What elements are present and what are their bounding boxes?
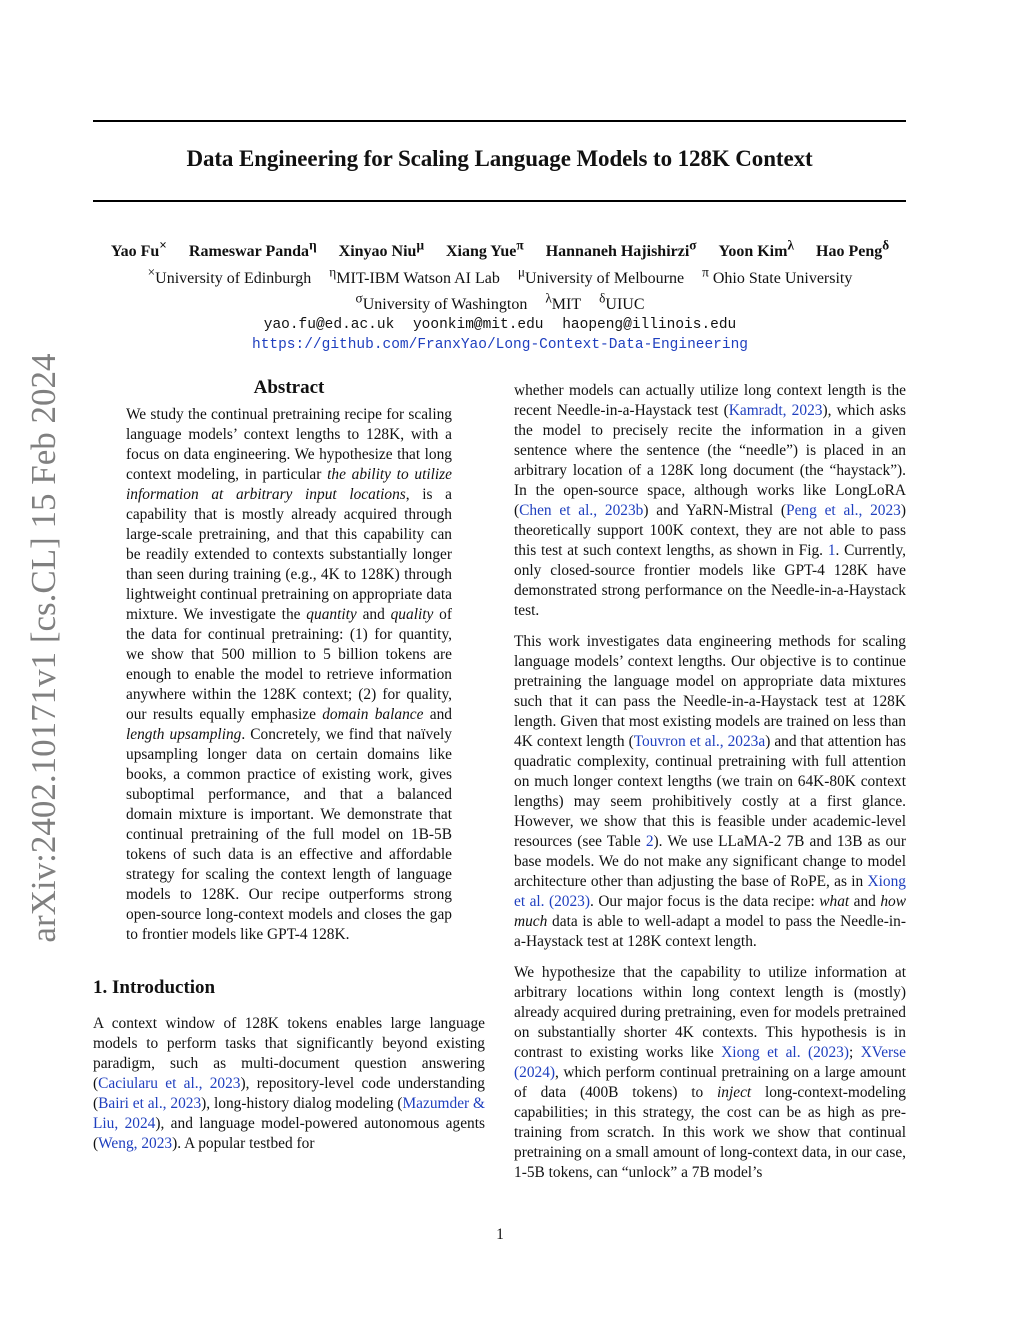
body-paragraph: This work investigates data engineering methods for scaling language models’ context lengths. Our objective is to continue pretraining the language model on appropriate data mixtures such that it can pass the Needle-in-a-Haystack test at 128K length. Given that most existing models are trained on less than 4K context length (Touvron et al., 2023a) and that attention has quadratic complexity, continual pretraining with full attention on much longer context lengths (we train on 64K-80K context lengths) may seem prohibitively costly at a first glance. However, we show that this is feasible under academic-level resources (see Table 2). We use LLaMA-2 7B and 13B as our base models. We do not make any significant change to model architecture other than adjusting the base of RoPE, as in Xiong et al. (2023). Our major focus is the data recipe: what and how much data is able to well-adapt a model to pass the Needle-in-a-Haystack test at 128K context length.: [514, 633, 907, 950]
citation-link[interactable]: Touvron et al., 2023a: [633, 733, 766, 750]
abstract-body: We study the continual pretraining recipe for scaling language models’ context lengths to 128K, with a focus on data engineering. We hypothesize that long context modeling, in particular the ability to utilize information at arbitrary input locations, is a capability that is mostly already acquired through large-scale pretraining, and that this capability can be readily extended to contexts substantially longer than seen during training (e.g., 4K to 128K) through lightweight continual pretraining on appropriate data mixture. We investigate the quantity and quality of the data for continual pretraining: (1) for quantity, we show that 500 million to 5 billion tokens are enough to enable the model to retrieve information anywhere within the 128K context; (2) for quality, our results equally emphasize domain balance and length upsampling. Concretely, we find that naïvely upsampling longer data on certain domains like books, a common practice of existing work, gives suboptimal performance, and that a balanced domain mixture is important. We demonstrate that continual pretraining of the full model on 1B-5B tokens of such data is an effective and affordable strategy for scaling the context length of language models to 128K. Our recipe outperforms strong open-source long-context models and closes the gap to frontier models like GPT-4 128K.: [126, 406, 452, 943]
table-reference-link[interactable]: 2: [645, 833, 654, 850]
paper-title: Data Engineering for Scaling Language Models to 128K Context: [186, 146, 813, 171]
citation-link[interactable]: Bairi et al., 2023: [98, 1095, 202, 1112]
citation-link[interactable]: Xiong et al. (2023): [721, 1044, 849, 1061]
email[interactable]: yao.fu@ed.ac.uk: [263, 316, 395, 333]
affiliations-line-2: [60, 289, 940, 315]
arxiv-identifier-stamp: arXiv:2402.10171v1 [cs.CL] 15 Feb 2024: [24, 353, 63, 943]
affiliation: $^\sigma$University of Washington: [355, 290, 528, 313]
affiliation: $^\delta$UIUC: [599, 290, 645, 313]
author: Yoon Kim$^\lambda$: [718, 238, 794, 261]
section-heading-introduction: 1. Introduction: [93, 977, 216, 998]
affiliation: $^\eta$MIT-IBM Watson AI Lab: [329, 264, 500, 287]
affiliation: ×University of Edinburgh: [147, 264, 312, 287]
page-number: 1: [496, 1226, 504, 1243]
citation-link[interactable]: Peng et al., 2023: [786, 502, 901, 519]
intro-paragraph: A context window of 128K tokens enables large language models to perform tasks that significantly beyond existing paradigm, such as multi-document question answering (Caciularu et al., 2023), repository-level code understanding (Bairi et al., 2023), long-history dialog modeling (Mazumder & Liu, 2024), and language model-powered autonomous agents (Weng, 2023). A popular testbed for: [93, 1015, 485, 1152]
email-list: [60, 315, 940, 335]
author: Xiang Yue$^\pi$: [446, 238, 524, 261]
affiliation: $^\mu$University of Melbourne: [517, 264, 685, 287]
body-paragraph: whether models can actually utilize long context length is the recent Needle-in-a-Haystack test (Kamradt, 2023), which asks the model to precisely recite the information in a given sentence where the sentence (the “needle”) is placed in an arbitrary location of a 128K long document (the “haystack”). In the open-source space, although works like LongLoRA (Chen et al., 2023b) and YaRN-Mistral (Peng et al., 2023) theoretically support 100K context, they are not able to pass this test at such context lengths, as shown in Fig. 1. Currently, only closed-source frontier models like GPT-4 128K have demonstrated strong performance on the Needle-in-a-Haystack test.: [514, 382, 907, 619]
citation-link[interactable]: Weng, 2023: [98, 1135, 173, 1152]
top-rule: [93, 120, 906, 122]
abstract-heading: Abstract: [253, 377, 325, 398]
citation-link[interactable]: Kamradt, 2023: [728, 402, 823, 419]
citation-link[interactable]: Caciularu et al., 2023: [98, 1075, 241, 1092]
citation-link[interactable]: Chen et al., 2023b: [519, 502, 644, 519]
author: Hao Peng$^\delta$: [816, 238, 890, 261]
author: Yao Fu×: [110, 238, 167, 261]
author-names: [60, 236, 940, 262]
body-paragraph: We hypothesize that the capability to utilize information at arbitrary locations within long context length is (mostly) already acquired during pretraining, even for models pretrained on substantially shorter 4K contexts. This hypothesis is in contrast to existing works like Xiong et al. (2023); XVerse (2024), which perform continual pretraining on a large amount of data (400B tokens) to inject long-context-modeling capabilities; in this strategy, the cost can be as high as pre-training from scratch. In this work we show that continual pretraining on a small amount of long-context data, in our case, 1-5B tokens, can “unlock” a 7B model’s: [514, 964, 906, 1181]
author: Rameswar Panda$^\eta$: [188, 238, 317, 261]
right-column: [514, 381, 906, 1183]
citation-link[interactable]: Xiong et al. (2023): [514, 873, 906, 910]
author: Xinyao Niu$^\mu$: [338, 238, 424, 261]
affiliation: $^\lambda$MIT: [545, 290, 582, 313]
author-block: [60, 236, 940, 355]
citation-link[interactable]: XVerse (2024): [514, 1044, 906, 1081]
figure-reference-link[interactable]: 1: [827, 542, 836, 559]
repo-link[interactable]: https://github.com/FranxYao/Long-Context-Data-Engineering: [252, 336, 748, 353]
email[interactable]: yoonkim@mit.edu: [412, 316, 544, 333]
affiliations-line-1: [60, 262, 940, 288]
bottom-rule: [93, 200, 906, 202]
citation-link[interactable]: Mazumder & Liu, 2024: [93, 1095, 485, 1132]
email[interactable]: haopeng@illinois.edu: [562, 316, 737, 333]
affiliation: $^\pi$ Ohio State University: [702, 264, 853, 287]
author: Hannaneh Hajishirzi$^\sigma$: [545, 238, 697, 261]
left-column: [93, 378, 485, 1154]
